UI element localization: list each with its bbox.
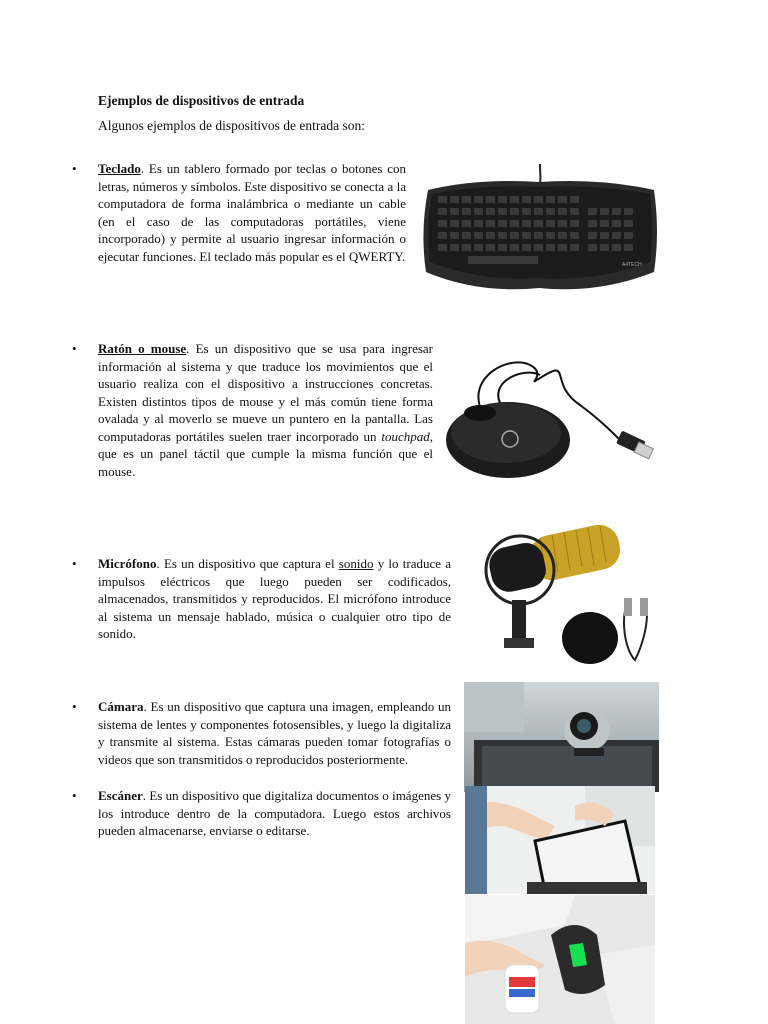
desc-scanner: . Es un dispositivo que digitaliza documentos o imágenes y los introduce dentro de la computadora. Luego estos archivos pueden almacenarse, enviarse o editarse. <box>98 788 451 838</box>
bullet-microphone: • <box>72 556 77 571</box>
term-keyboard: Teclado <box>98 161 141 176</box>
item-scanner <box>98 787 451 840</box>
term-scanner: Escáner <box>98 788 143 803</box>
term-camera: Cámara <box>98 699 144 714</box>
keyboard-brand: A4TECH <box>622 262 642 268</box>
item-keyboard <box>98 160 406 265</box>
item-mouse <box>98 340 433 480</box>
sonido-link[interactable]: sonido <box>338 556 374 571</box>
desc-camera: . Es un dispositivo que captura una imagen, empleando un sistema de lentes y componentes fotosensibles, y luego la digitaliza y transmite al sistema. Estas cámaras pueden tomar fotografías o videos que son transmitidos o reproducidos posteriormente. <box>98 699 451 767</box>
bullet-camera: • <box>72 699 77 714</box>
term-microphone: Micrófono <box>98 556 157 571</box>
keyboard-image <box>418 162 660 300</box>
desc-mouse-a: . Es un dispositivo que se usa para ingresar información al sistema y que traduce los movimientos que el usuario realiza con el dispositivo a instrucciones concretas. Existen distintos tipos de mouse y el más común tiene forma ovalada y al moverlo se mueve un puntero en la pantalla. Las computadoras portátiles suelen traer incorporado un <box>98 341 433 444</box>
handheld-scanner-image <box>465 895 655 1024</box>
mouse-image <box>440 345 658 485</box>
desc-mouse-b: , que es un panel táctil que cumple la misma función que el mouse. <box>98 428 433 479</box>
desc-microphone-a: . Es un dispositivo que captura el <box>156 556 339 571</box>
section-heading: Ejemplos de dispositivos de entrada <box>98 93 305 108</box>
touchpad-word: touchpad <box>381 428 430 444</box>
bullet-scanner: • <box>72 788 77 803</box>
scanner-image <box>465 786 655 894</box>
term-mouse: Ratón o mouse <box>98 341 187 356</box>
item-microphone <box>98 555 451 643</box>
webcam-image <box>464 682 659 792</box>
bullet-mouse: • <box>72 341 77 356</box>
desc-microphone-b: y lo traduce a impulsos eléctricos que luego pueden ser codificados, almacenados, transmitidos y reproducidos. El micrófono introduce al sistema un mensaje hablado, música o cualquier otro tipo de sonido. <box>98 556 452 641</box>
bullet-keyboard: • <box>72 161 77 176</box>
item-camera <box>98 698 451 768</box>
intro-text: Algunos ejemplos de dispositivos de entrada son: <box>98 118 365 133</box>
desc-keyboard: . Es un tablero formado por teclas o botones con letras, números y símbolos. Este dispositivo se conecta a la computadora de forma inalámbrica o mediante un cable (en el caso de las computadoras portátiles, viene incorporado) y permite al usuario ingresar información o ejecutar funciones. El teclado más popular es el QWERTY. <box>98 161 406 264</box>
microphone-image <box>460 520 660 670</box>
